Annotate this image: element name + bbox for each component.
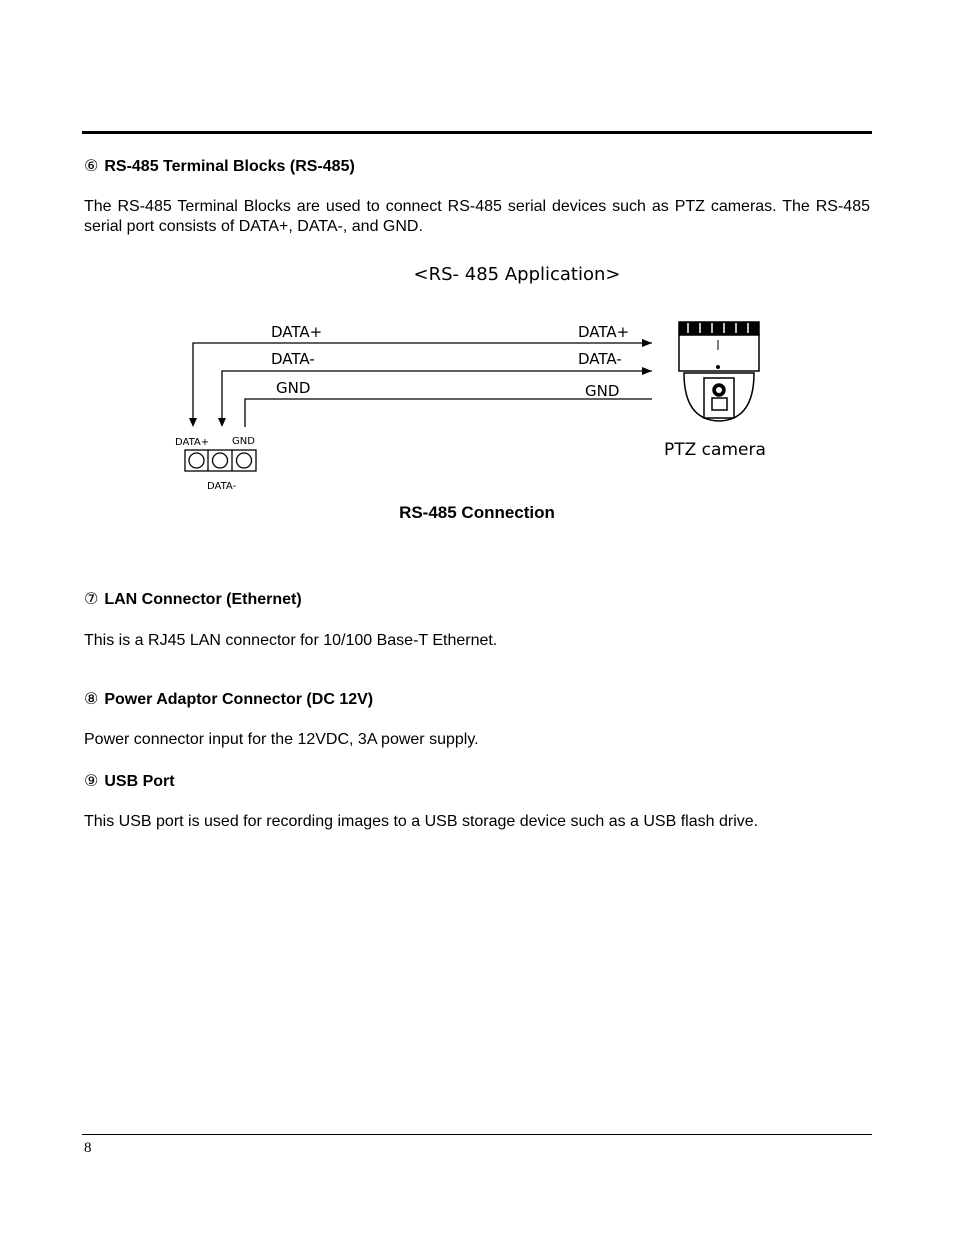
section-title: RS-485 Terminal Blocks (RS-485) [104, 158, 355, 175]
section-heading-usb [84, 771, 175, 791]
section-body-power: Power connector input for the 12VDC, 3A power supply. [84, 731, 479, 748]
section-body-rs485: The RS-485 Terminal Blocks are used to connect RS-485 serial devices such as PTZ cameras. The RS-485 serial port consists of DATA+, DATA-, and GND. [84, 198, 870, 235]
footer-rule [82, 1134, 872, 1135]
section-title: Power Adaptor Connector (DC 12V) [104, 691, 374, 708]
arrow-data-minus-icon [218, 418, 226, 427]
wire-gnd [245, 399, 652, 427]
arrow-data-plus-icon [189, 418, 197, 427]
ptz-camera-label: PTZ camera [664, 440, 766, 460]
section-number: ⑥ [84, 156, 99, 175]
section-number: ⑧ [84, 689, 99, 708]
section-title: LAN Connector (Ethernet) [104, 591, 302, 608]
terminal-block [185, 450, 256, 471]
section-number: ⑨ [84, 771, 99, 790]
wire-label-left-gnd: GND [276, 379, 311, 397]
arrow-right-data-minus-icon [642, 367, 652, 375]
figure-caption: RS-485 Connection [399, 503, 555, 522]
wire-label-right-data-plus: DATA+ [578, 323, 630, 341]
arrow-right-data-plus-icon [642, 339, 652, 347]
wire-label-right-gnd: GND [585, 382, 620, 400]
section-number: ⑦ [84, 589, 99, 608]
section-body-lan: This is a RJ45 LAN connector for 10/100 Base-T Ethernet. [84, 632, 498, 649]
section-title: USB Port [104, 773, 175, 790]
terminal-label-data-plus: DATA+ [175, 437, 210, 448]
wire-label-right-data-minus: DATA- [578, 350, 622, 368]
wire-label-left-data-minus: DATA- [271, 350, 315, 368]
ptz-camera-icon [679, 322, 759, 421]
section-heading-lan [84, 589, 302, 609]
wire-label-left-data-plus: DATA+ [271, 323, 323, 341]
rs485-application-diagram [0, 0, 954, 500]
page-number: 8 [84, 1140, 92, 1156]
section-heading-power [84, 689, 373, 709]
terminal-label-data-minus: DATA- [207, 481, 237, 492]
section-body-usb: This USB port is used for recording images to a USB storage device such as a USB flash drive. [84, 813, 759, 830]
terminal-label-gnd: GND [232, 436, 255, 447]
diagram-title: <RS- 485 Application> [413, 264, 621, 285]
